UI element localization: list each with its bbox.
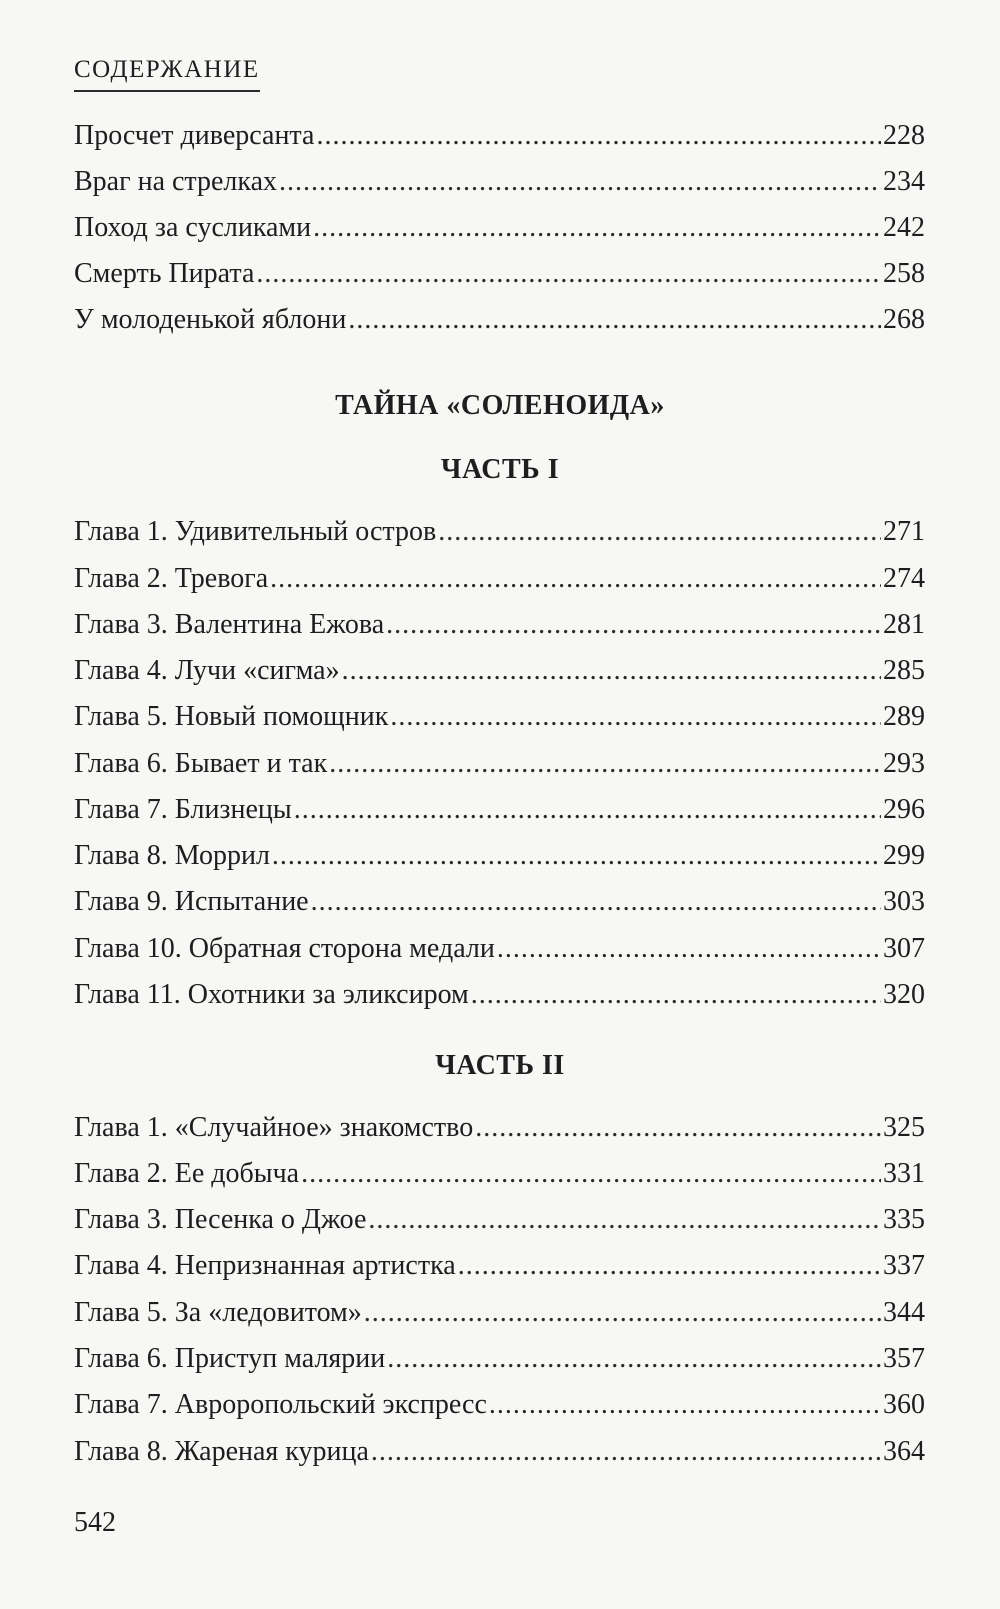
entry-page-number: 268: [883, 304, 925, 335]
entry-title: Глава 3. Песенка о Джое: [74, 1204, 367, 1235]
toc-entry: [74, 888, 925, 916]
entry-title: Глава 10. Обратная сторона медали: [74, 933, 495, 964]
entry-title: Глава 1. Удивительный остров: [74, 516, 437, 547]
entry-title: Глава 6. Бывает и так: [74, 748, 328, 779]
entry-page-number: 360: [883, 1389, 925, 1420]
dot-leader: [342, 657, 881, 685]
dot-leader: [316, 122, 881, 150]
entry-page-number: 357: [883, 1343, 925, 1374]
dot-leader: [348, 306, 881, 334]
toc-entry: [74, 750, 925, 778]
toc-entry: [74, 122, 925, 150]
entry-title: Глава 6. Приступ малярии: [74, 1343, 386, 1374]
dot-leader: [294, 796, 881, 824]
toc-entry: [74, 565, 925, 593]
entry-title: Глава 9. Испытание: [74, 886, 309, 917]
dot-leader: [387, 1345, 881, 1373]
entry-title: Просчет диверсанта: [74, 120, 315, 151]
entry-page-number: 296: [883, 794, 925, 825]
toc-entry: [74, 1160, 925, 1188]
toc-entry: [74, 168, 925, 196]
entry-page-number: 299: [883, 840, 925, 871]
entry-page-number: 325: [883, 1112, 925, 1143]
dot-leader: [311, 888, 881, 916]
entry-page-number: 242: [883, 212, 925, 243]
part-title: ЧАСТЬ I: [440, 454, 560, 485]
toc-entry: [74, 657, 925, 685]
toc-entry: [74, 518, 925, 546]
entry-page-number: 303: [883, 886, 925, 917]
entry-page-number: 234: [883, 166, 925, 197]
toc-entry: [74, 611, 925, 639]
dot-leader: [471, 981, 881, 1009]
entry-page-number: 293: [883, 748, 925, 779]
toc-entry: [74, 796, 925, 824]
toc-entry: [74, 703, 925, 731]
dot-leader: [497, 935, 881, 963]
toc-entry: [74, 1114, 925, 1142]
entry-title: Глава 7. Авроропольский экспресс: [74, 1389, 487, 1420]
toc-entry: [74, 1345, 925, 1373]
entry-title: Поход за сусликами: [74, 212, 312, 243]
toc-entry: [74, 214, 925, 242]
entry-page-number: 274: [883, 563, 925, 594]
dot-leader: [489, 1391, 881, 1419]
dot-leader: [279, 168, 881, 196]
toc-entry: [74, 842, 925, 870]
toc-entry: [74, 935, 925, 963]
toc-entry: [74, 1299, 925, 1327]
running-head: СОДЕРЖАНИЕ: [74, 56, 260, 92]
toc-entry: [74, 981, 925, 1009]
dot-leader: [313, 214, 881, 242]
entry-page-number: 335: [883, 1204, 925, 1235]
entry-page-number: 271: [883, 516, 925, 547]
entry-title: Глава 11. Охотники за эликсиром: [74, 979, 469, 1010]
entry-title: Глава 2. Ее добыча: [74, 1158, 300, 1189]
dot-leader: [458, 1252, 881, 1280]
entry-title: Глава 1. «Случайное» знакомство: [74, 1112, 474, 1143]
dot-leader: [272, 842, 881, 870]
entry-title: Глава 2. Тревога: [74, 563, 269, 594]
dot-leader: [438, 518, 881, 546]
entry-title: У молоденькой яблони: [74, 304, 347, 335]
dot-leader: [386, 611, 881, 639]
entry-title: Глава 7. Близнецы: [74, 794, 292, 825]
entry-title: Смерть Пирата: [74, 258, 255, 289]
toc-entry: [74, 1252, 925, 1280]
dot-leader: [364, 1299, 881, 1327]
entry-title: Глава 5. За «ледовитом»: [74, 1297, 362, 1328]
page-number: 542: [74, 1507, 116, 1538]
entry-page-number: 228: [883, 120, 925, 151]
toc-entry: [74, 306, 925, 334]
entry-title: Глава 3. Валентина Ежова: [74, 609, 385, 640]
entry-page-number: 285: [883, 655, 925, 686]
toc-entry: [74, 260, 925, 288]
dot-leader: [329, 750, 881, 778]
entry-page-number: 344: [883, 1297, 925, 1328]
entry-title: Глава 5. Новый помощник: [74, 701, 389, 732]
part-title: ЧАСТЬ II: [435, 1050, 565, 1081]
toc-entry: [74, 1391, 925, 1419]
entry-page-number: 258: [883, 258, 925, 289]
section-title: ТАЙНА «СОЛЕНОИДА»: [335, 390, 665, 421]
dot-leader: [256, 260, 881, 288]
dot-leader: [368, 1206, 881, 1234]
entry-page-number: 307: [883, 933, 925, 964]
entry-title: Глава 4. Лучи «сигма»: [74, 655, 340, 686]
entry-page-number: 337: [883, 1250, 925, 1281]
entry-title: Враг на стрелках: [74, 166, 278, 197]
dot-leader: [475, 1114, 881, 1142]
entry-page-number: 320: [883, 979, 925, 1010]
dot-leader: [301, 1160, 881, 1188]
dot-leader: [371, 1438, 881, 1466]
entry-page-number: 281: [883, 609, 925, 640]
toc-entry: [74, 1438, 925, 1466]
entry-page-number: 331: [883, 1158, 925, 1189]
entry-title: Глава 8. Жареная курица: [74, 1436, 369, 1467]
dot-leader: [390, 703, 881, 731]
toc-entry: [74, 1206, 925, 1234]
dot-leader: [270, 565, 881, 593]
entry-title: Глава 8. Моррил: [74, 840, 270, 871]
entry-page-number: 364: [883, 1436, 925, 1467]
entry-page-number: 289: [883, 701, 925, 732]
entry-title: Глава 4. Непризнанная артистка: [74, 1250, 456, 1281]
